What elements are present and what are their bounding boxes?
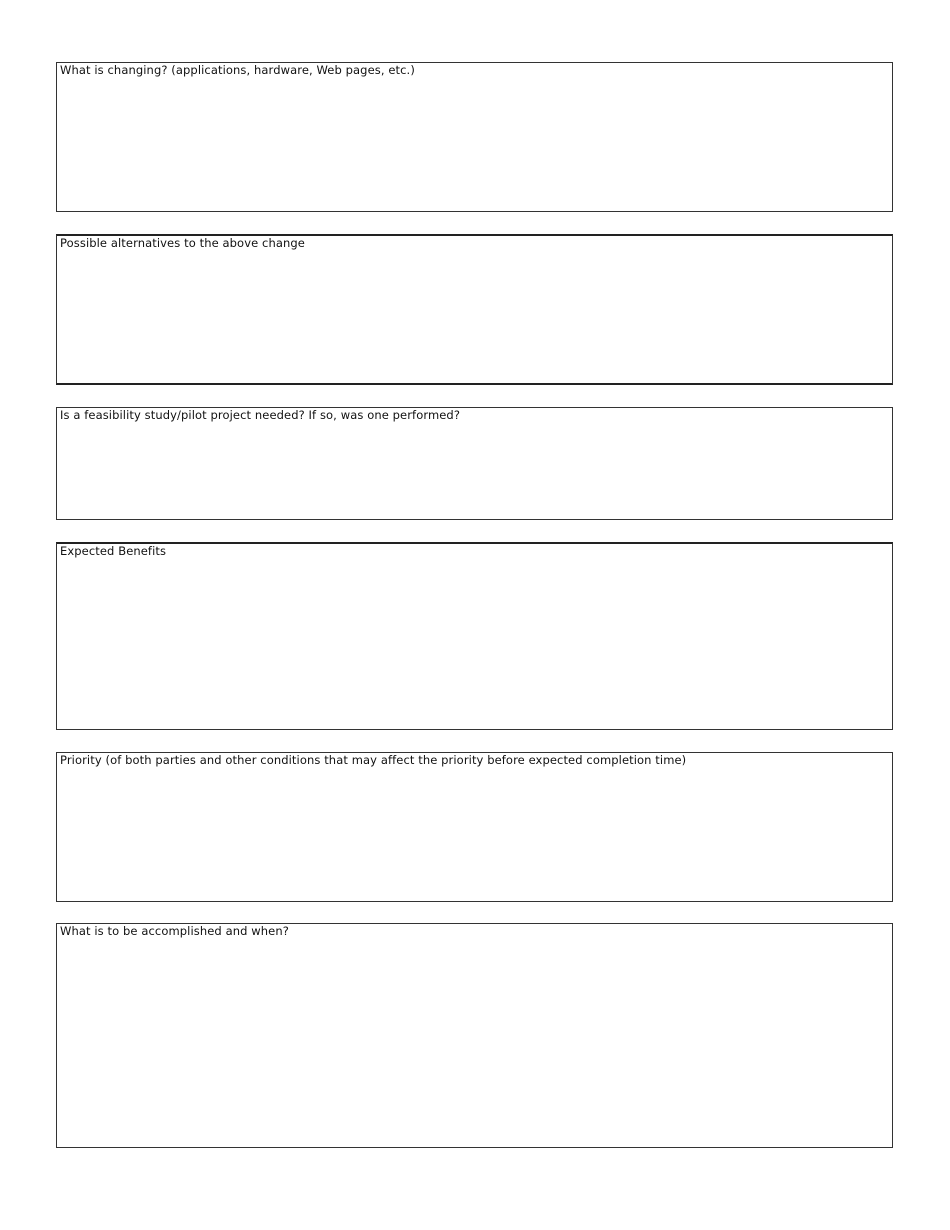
possible-alternatives-input[interactable] xyxy=(57,252,892,383)
expected-benefits-input[interactable] xyxy=(57,560,892,729)
field-accomplishments-timeline xyxy=(56,923,893,1148)
field-label: What is changing? (applications, hardware, Web pages, etc.) xyxy=(60,63,415,77)
feasibility-study-input[interactable] xyxy=(57,424,892,519)
field-label: What is to be accomplished and when? xyxy=(60,924,289,938)
priority-input[interactable] xyxy=(57,769,892,901)
field-label: Expected Benefits xyxy=(60,544,167,558)
what-is-changing-input[interactable] xyxy=(57,79,892,211)
field-label: Priority (of both parties and other conditions that may affect the priority before expected completion time) xyxy=(60,753,687,767)
field-label: Possible alternatives to the above change xyxy=(60,236,305,250)
field-what-is-changing xyxy=(56,62,893,212)
accomplishments-timeline-input[interactable] xyxy=(57,940,892,1147)
field-expected-benefits xyxy=(56,542,893,730)
field-priority xyxy=(56,752,893,902)
field-feasibility-study xyxy=(56,407,893,520)
field-possible-alternatives xyxy=(56,234,893,385)
field-label: Is a feasibility study/pilot project needed? If so, was one performed? xyxy=(60,408,461,422)
